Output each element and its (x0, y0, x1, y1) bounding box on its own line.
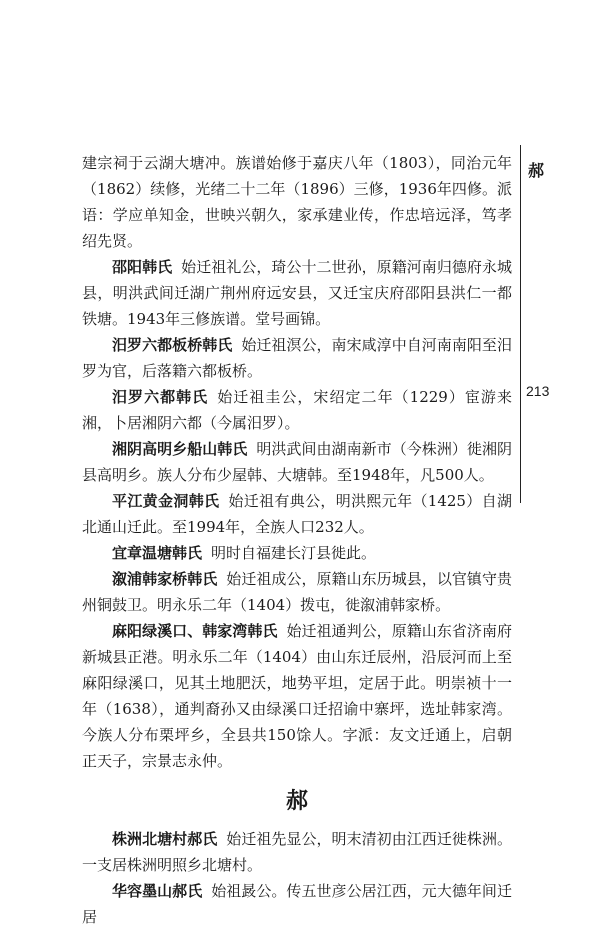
margin-rule (520, 145, 521, 503)
paragraph-text: 始迁祖有典公，明洪熙元年（1425）自湖北通山迁此。至1994年，全族人口232人。 (82, 492, 512, 536)
clan-name: 湘阴高明乡船山韩氏 (112, 440, 248, 458)
clan-name: 溆浦韩家桥韩氏 (112, 570, 218, 588)
clan-name: 平江黄金洞韩氏 (112, 492, 220, 510)
paragraph-text: 始迁祖溟公，南宋咸淳中自河南南阳至汨罗为官，后落籍六都板桥。 (82, 336, 512, 380)
section-heading: 郝 (285, 788, 308, 814)
clan-name: 麻阳绿溪口、韩家湾韩氏 (112, 622, 278, 640)
paragraph (82, 540, 512, 566)
main-text (82, 150, 512, 930)
paragraph-text: 始迁祖圭公，宋绍定二年（1229）宦游来湘，卜居湘阴六都（今属汨罗）。 (82, 388, 512, 432)
paragraph (82, 618, 512, 774)
clan-name: 宜章温塘韩氏 (112, 544, 203, 562)
clan-name: 汨罗六都板桥韩氏 (112, 336, 233, 354)
paragraph (82, 332, 512, 384)
paragraph-text: 始迁祖先显公，明末清初由江西迁徙株洲。一支居株洲明照乡北塘村。 (82, 830, 512, 874)
clan-name: 华容墨山郝氏 (112, 882, 203, 900)
paragraph-text: 始迁祖成公，原籍山东历城县，以官镇守贵州铜鼓卫。明永乐二年（1404）拨屯，徙溆浦韩家桥。 (82, 570, 512, 614)
paragraph-text: 始祖晸公。传五世彦公居江西，元大德年间迁居 (82, 882, 512, 926)
paragraph (82, 878, 512, 930)
running-header-char: 郝 (528, 161, 545, 180)
paragraph-text: 始迁祖礼公，琦公十二世孙，原籍河南归德府永城县，明洪武间迁湖广荆州府远安县，又迁宝庆府邵阳县洪仁一都铁塘。1943年三修族谱。堂号画锦。 (82, 258, 512, 328)
clan-name: 汨罗六都韩氏 (112, 388, 209, 406)
paragraph (82, 254, 512, 332)
paragraph (82, 826, 512, 878)
paragraph (82, 150, 512, 254)
paragraph-text: 明时自福建长汀县徙此。 (211, 544, 377, 562)
paragraph-text: 始迁祖通判公，原籍山东省济南府新城县正港。明永乐二年（1404）由山东迁辰州，沿辰河而上至麻阳绿溪口，见其土地肥沃，地势平坦，定居于此。明崇祯十一年（1638），通判裔孙又由绿溪口迁招谕中寨坪，选址韩家湾。今族人分布栗坪乡，全县共150馀人。字派：友文迁通上，启朝正天子，宗景志永仲。 (82, 622, 512, 770)
page-number: 213 (526, 383, 550, 399)
paragraph-text: 明洪武间由湖南新市（今株洲）徙湘阴县高明乡。族人分布少屋韩、大塘韩。至1948年，凡500人。 (82, 440, 512, 484)
paragraph (82, 566, 512, 618)
clan-name: 邵阳韩氏 (112, 258, 173, 276)
paragraph (82, 436, 512, 488)
paragraph-text: 建宗祠于云湖大塘冲。族谱始修于嘉庆八年（1803），同治元年（1862）续修，光绪二十二年（1896）三修，1936年四修。派语：学应单知金，世映兴朝久，家承建业传，作忠培远泽，笃孝绍先贤。 (82, 154, 512, 250)
clan-name: 株洲北塘村郝氏 (112, 830, 218, 848)
paragraph (82, 488, 512, 540)
paragraph (82, 384, 512, 436)
